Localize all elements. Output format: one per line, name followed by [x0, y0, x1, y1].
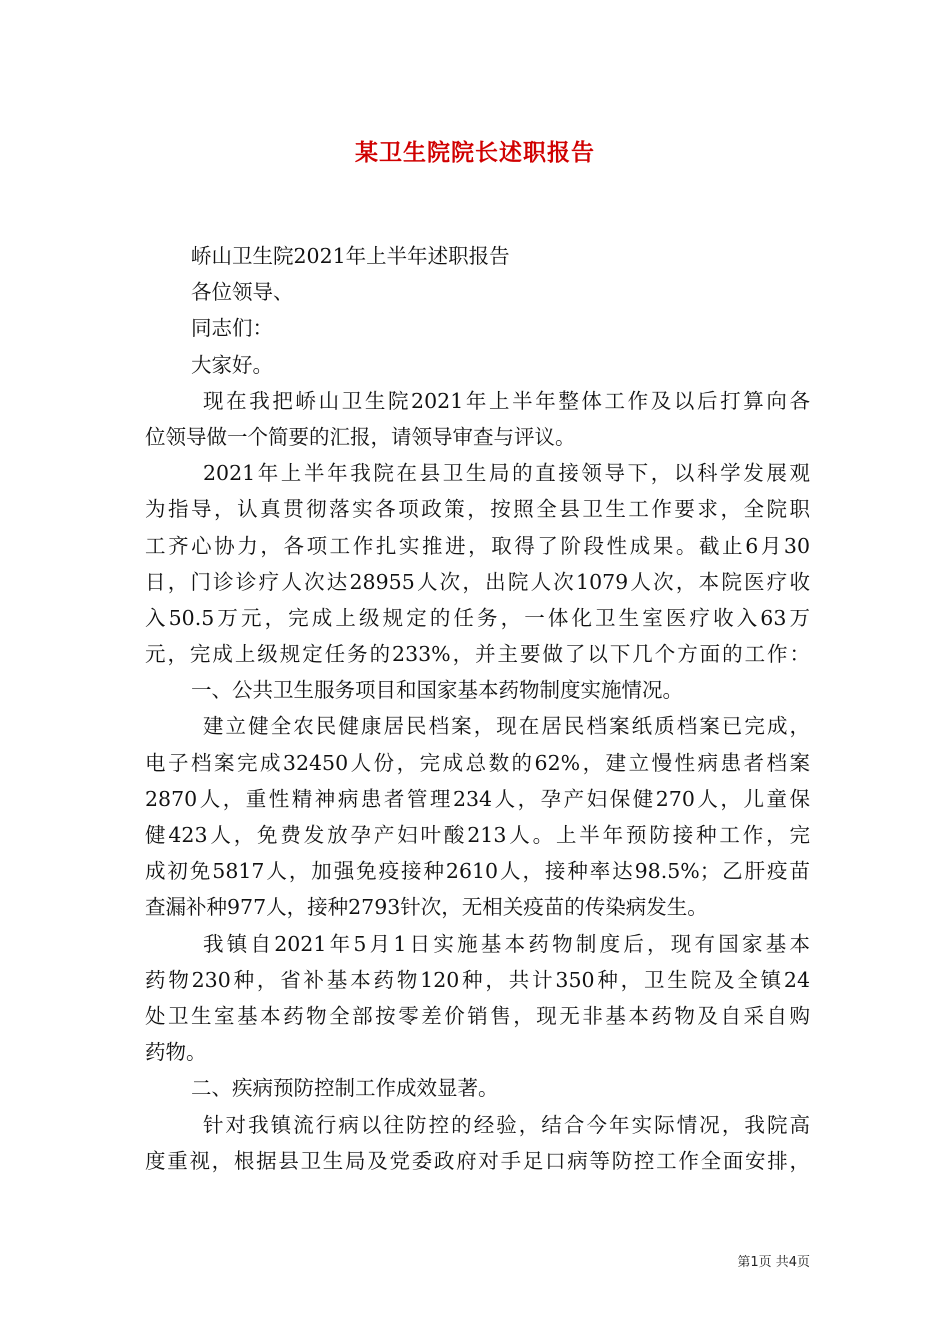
document-title: 某卫生院院长述职报告 [355, 139, 595, 166]
paragraph-line: 我镇自2021年5月1日实施基本药物制度后，现有国家基本 [203, 931, 810, 956]
section-heading: 二、疾病预防控制工作成效显著。 [191, 1076, 499, 1101]
report-subtitle: 峤山卫生院2021年上半年述职报告 [191, 244, 510, 268]
paragraph-line: 现在我把峤山卫生院2021年上半年整体工作及以后打算向各 [203, 388, 810, 413]
paragraph-line: 度重视，根据县卫生局及党委政府对手足口病等防控工作全面安排， [145, 1148, 810, 1173]
greeting-line: 大家好。 [191, 352, 273, 377]
paragraph-line: 查漏补种977人，接种2793针次，无相关疫苗的传染病发生。 [145, 895, 708, 920]
paragraph-line: 成初免5817人，加强免疫接种2610人，接种率达98.5%；乙肝疫苗 [145, 859, 810, 884]
paragraph-line: 日，门诊诊疗人次达28955人次，出院人次1079人次，本院医疗收 [145, 569, 810, 594]
document-body [145, 238, 810, 1179]
paragraph-line: 针对我镇流行病以往防控的经验，结合今年实际情况，我院高 [203, 1112, 810, 1137]
paragraph-line: 健423人，免费发放孕产妇叶酸213人。上半年预防接种工作，完 [145, 823, 810, 847]
paragraph-line: 2870人，重性精神病患者管理234人，孕产妇保健270人，儿童保 [145, 786, 810, 811]
section-heading: 一、公共卫生服务项目和国家基本药物制度实施情况。 [191, 678, 683, 703]
paragraph-line: 位领导做一个简要的汇报，请领导审查与评议。 [145, 424, 576, 449]
paragraph-line: 建立健全农民健康居民档案，现在居民档案纸质档案已完成， [203, 714, 810, 739]
page-number: 第1页 共4页 [737, 1255, 810, 1270]
paragraph-line: 药物。 [145, 1040, 207, 1065]
paragraph-line: 元，完成上级规定任务的233%，并主要做了以下几个方面的工作： [145, 642, 810, 667]
salutation-line: 各位领导、 [191, 280, 294, 305]
salutation-line: 同志们： [191, 316, 273, 341]
paragraph-line: 处卫生室基本药物全部按零差价销售，现无非基本药物及自采自购 [145, 1003, 810, 1028]
paragraph-line: 入50.5万元，完成上级规定的任务，一体化卫生室医疗收入63万 [145, 605, 810, 630]
paragraph-line: 电子档案完成32450人份，完成总数的62%，建立慢性病患者档案 [145, 750, 810, 775]
paragraph-line: 药物230种，省补基本药物120种，共计350种，卫生院及全镇24 [145, 967, 810, 992]
paragraph-line: 工齐心协力，各项工作扎实推进，取得了阶段性成果。截止6月30 [145, 533, 810, 558]
paragraph-line: 2021年上半年我院在县卫生局的直接领导下，以科学发展观 [203, 461, 810, 486]
paragraph-line: 为指导，认真贯彻落实各项政策，按照全县卫生工作要求，全院职 [145, 497, 810, 522]
